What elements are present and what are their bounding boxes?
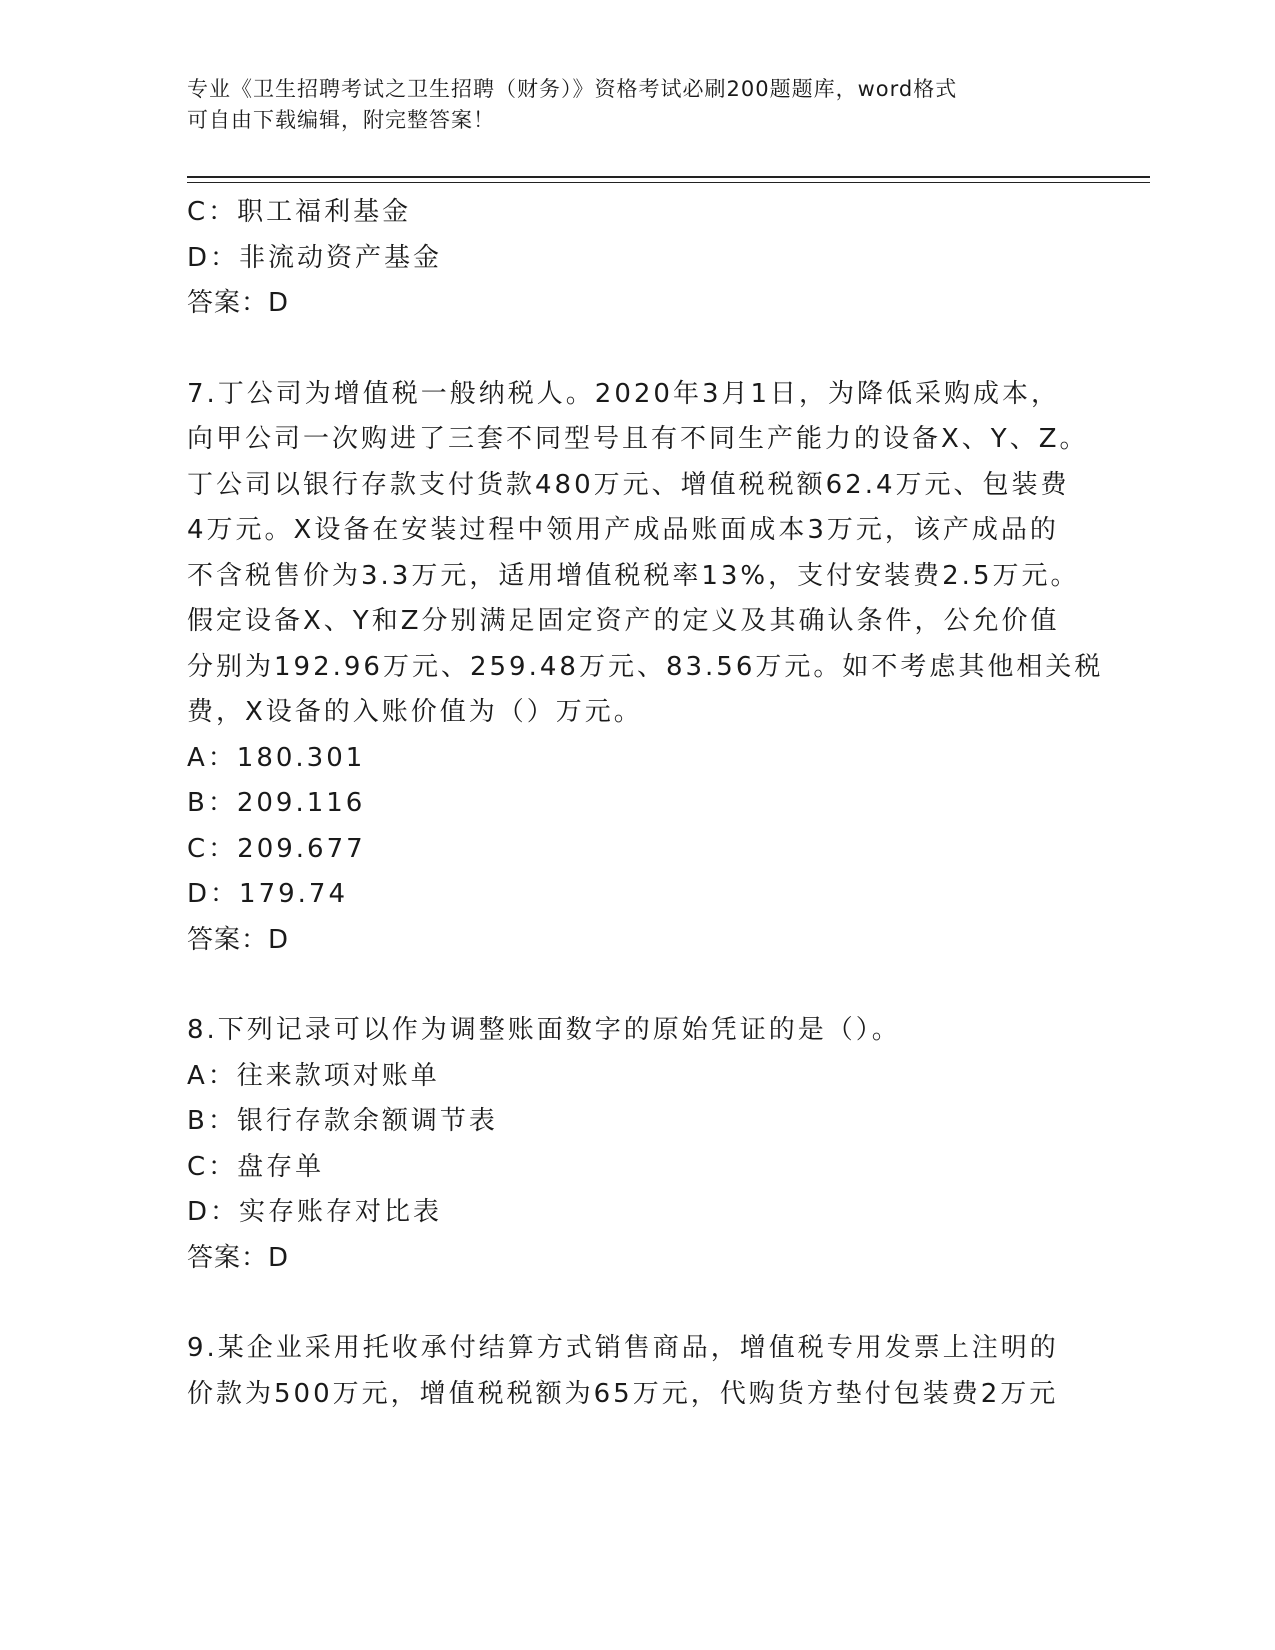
question-9 xyxy=(187,1326,1087,1417)
option-c: C：职工福利基金 xyxy=(187,197,412,227)
header-rule-thin xyxy=(187,182,1150,183)
option-b: B：209.116 xyxy=(187,788,366,818)
question-8 xyxy=(187,1008,1087,1281)
question-stem-line: 8.下列记录可以作为调整账面数字的原始凭证的是（）。 xyxy=(187,1015,901,1045)
answer-line: 答案：D xyxy=(187,924,290,955)
option-a: A：往来款项对账单 xyxy=(187,1060,440,1091)
document-header xyxy=(187,74,1067,136)
question-stem-line: 假定设备X、Y和Z分别满足固定资产的定义及其确认条件，公允价值 xyxy=(187,606,1060,636)
header-line-2: 可自由下载编辑，附完整答案！ xyxy=(187,108,495,132)
option-d: D：实存账存对比表 xyxy=(187,1197,443,1227)
question-stem-line: 费，X设备的入账价值为（）万元。 xyxy=(187,697,643,727)
question-stem-line: 9.某企业采用托收承付结算方式销售商品，增值税专用发票上注明的 xyxy=(187,1333,1059,1363)
answer-line: 答案：D xyxy=(187,288,290,318)
question-stem-line: 不含税售价为3.3万元，适用增值税税率13%，支付安装费2.5万元。 xyxy=(187,560,1080,591)
option-c: C：209.677 xyxy=(187,833,366,864)
question-stem-line: 向甲公司一次购进了三套不同型号且有不同生产能力的设备X、Y、Z。 xyxy=(187,424,1089,454)
option-b: B：银行存款余额调节表 xyxy=(187,1106,498,1136)
option-a: A：180.301 xyxy=(187,742,366,773)
header-line-1: 专业《卫生招聘考试之卫生招聘（财务）》资格考试必刷200题题库，word格式 xyxy=(187,77,958,101)
question-stem-line: 分别为192.96万元、259.48万元、83.56万元。如不考虑其他相关税 xyxy=(187,651,1104,682)
question-body xyxy=(187,190,1104,1417)
option-c: C：盘存单 xyxy=(187,1151,325,1182)
spacer xyxy=(187,1281,1087,1326)
question-stem-line: 丁公司以银行存款支付货款480万元、增值税税额62.4万元、包装费 xyxy=(187,469,1070,500)
answer-line: 答案：D xyxy=(187,1242,290,1273)
header-rule-thick xyxy=(187,176,1150,178)
option-d: D：非流动资产基金 xyxy=(187,242,443,273)
question-stem-line: 7.丁公司为增值税一般纳税人。2020年3月1日，为降低采购成本， xyxy=(187,378,1061,409)
spacer xyxy=(187,327,1087,372)
question-stem-line: 价款为500万元，增值税税额为65万元，代购货方垫付包装费2万元 xyxy=(187,1378,1059,1409)
option-d: D：179.74 xyxy=(187,879,348,909)
question-stem-line: 4万元。X设备在安装过程中领用产成品账面成本3万元，该产成品的 xyxy=(187,515,1059,545)
spacer xyxy=(187,963,1087,1008)
question-7 xyxy=(187,372,1104,964)
